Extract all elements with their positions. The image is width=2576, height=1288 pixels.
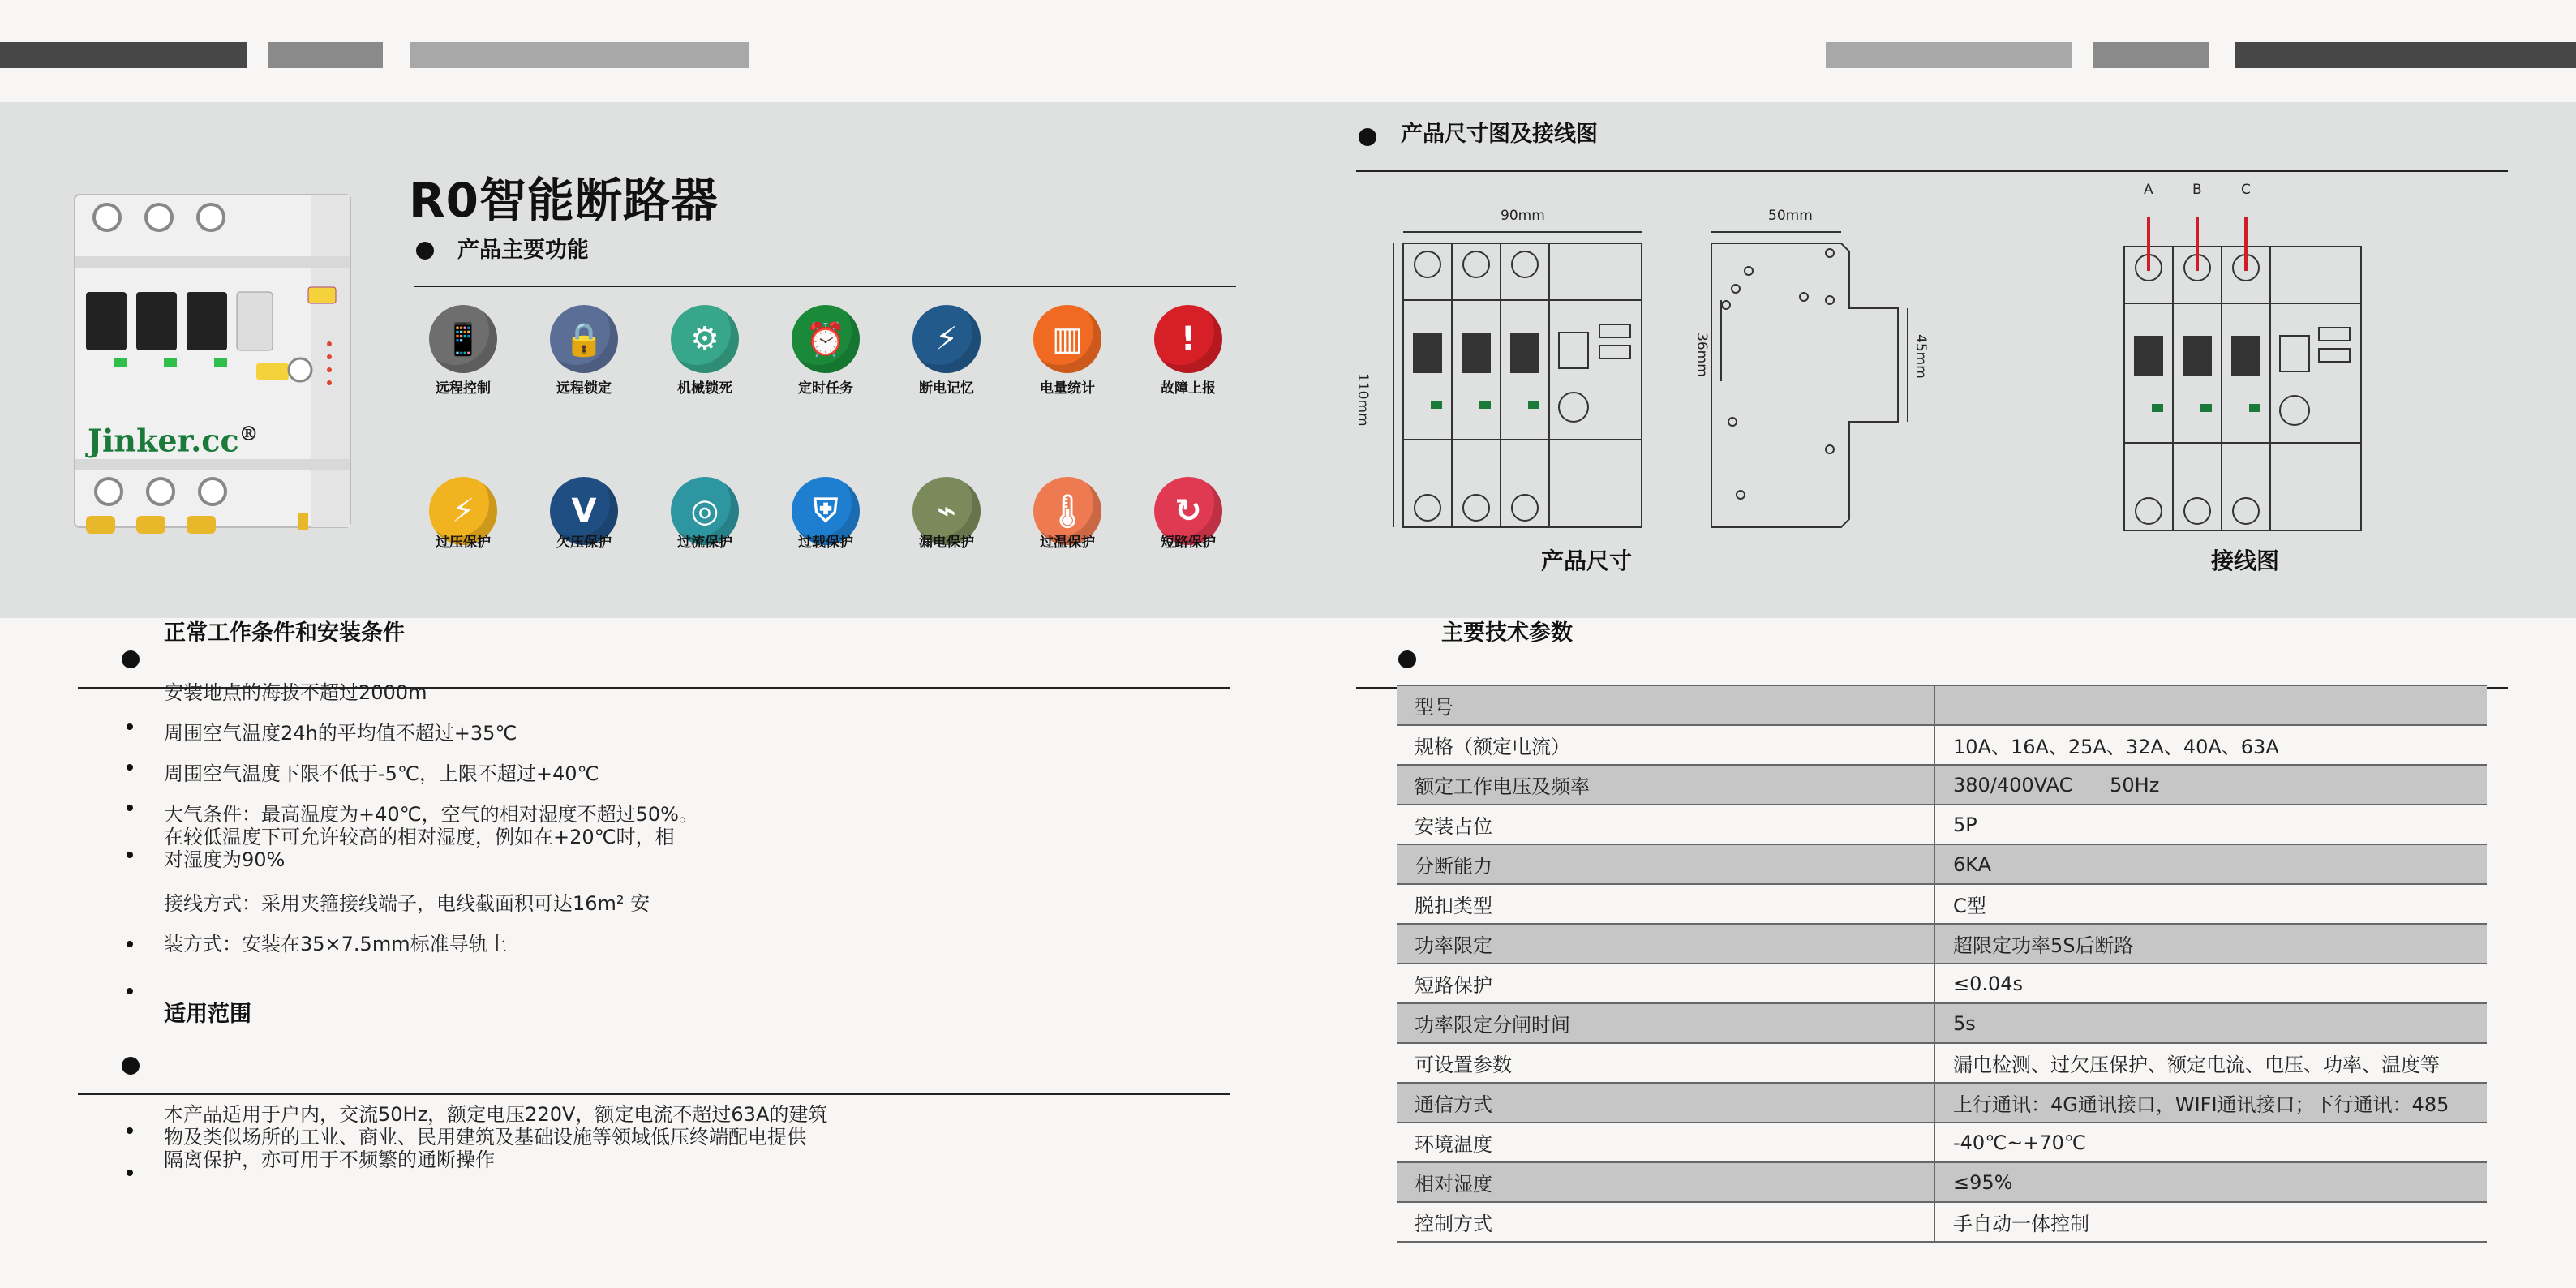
- feature-label: 故障上报: [1161, 380, 1216, 397]
- spec-key: 控制方式: [1397, 1202, 1934, 1242]
- bar-chart-icon: ▥: [1033, 305, 1101, 373]
- list-bullet: [127, 988, 133, 994]
- spec-row: [1397, 1083, 2487, 1123]
- refresh-icon: ↻: [1154, 477, 1222, 545]
- divider: [78, 1093, 1230, 1095]
- spec-row: [1397, 844, 2487, 884]
- bolt-icon: ⚡: [429, 477, 497, 545]
- side-dimension-drawing: [1703, 219, 1930, 535]
- spec-value: 6KA: [1934, 844, 2487, 884]
- voltage-icon: V: [550, 477, 618, 545]
- front-dimension-drawing: [1379, 219, 1655, 535]
- feature-label: 过压保护: [436, 535, 491, 551]
- feature-item: [531, 305, 637, 397]
- spec-row: [1397, 964, 2487, 1003]
- feature-item: [410, 477, 516, 566]
- spec-value: ≤0.04s: [1934, 964, 2487, 1003]
- condition-text: 周围空气温度下限不低于-5℃，上限不超过+40℃: [164, 762, 599, 785]
- spec-row: [1397, 725, 2487, 765]
- spec-row: [1397, 1123, 2487, 1162]
- feature-item: [652, 305, 758, 397]
- header-bar: [268, 42, 383, 68]
- spec-value: ≤95%: [1934, 1162, 2487, 1202]
- feature-item: [894, 477, 999, 566]
- header-bar: [2093, 42, 2209, 68]
- gear-icon: ⚙: [671, 305, 739, 373]
- header-bar: [0, 42, 247, 68]
- condition-text: 周围空气温度24h的平均值不超过+35℃: [164, 722, 517, 745]
- spec-row: [1397, 1003, 2487, 1043]
- lock-icon: 🔒: [550, 305, 618, 373]
- spec-key: 安装占位: [1397, 805, 1934, 844]
- feature-label: 过载保护: [798, 535, 853, 551]
- dimensions-heading: 产品尺寸图及接线图: [1401, 122, 1598, 147]
- spec-row: [1397, 805, 2487, 844]
- scope-text: 本产品适用于户内，交流50Hz，额定电压220V，额定电流不超过63A的建筑: [164, 1103, 828, 1126]
- list-bullet: [127, 764, 133, 771]
- feature-label: 机械锁死: [677, 380, 732, 397]
- spec-row: [1397, 765, 2487, 805]
- list-bullet: [127, 1170, 133, 1176]
- spec-key: 通信方式: [1397, 1083, 1934, 1123]
- spec-key: 型号: [1397, 685, 1934, 725]
- dim-depth: 50mm: [1768, 208, 1813, 224]
- brand-logo: [88, 422, 259, 459]
- spec-key: 短路保护: [1397, 964, 1934, 1003]
- spec-key: 脱扣类型: [1397, 884, 1934, 924]
- dim-side-a: 36mm: [1694, 333, 1710, 377]
- list-bullet: [127, 1127, 133, 1134]
- feature-item: [894, 305, 999, 397]
- dim-side-b: 45mm: [1913, 334, 1929, 379]
- current-icon: ◎: [671, 477, 739, 545]
- spec-key: 额定工作电压及频率: [1397, 765, 1934, 805]
- list-bullet: [127, 941, 133, 947]
- feature-label: 远程锁定: [556, 380, 612, 397]
- feature-label: 远程控制: [436, 380, 491, 397]
- header-bar: [410, 42, 749, 68]
- spec-row: [1397, 924, 2487, 964]
- specs-heading: 主要技术参数: [1441, 620, 1573, 646]
- phase-c-label: C: [2241, 182, 2251, 198]
- spec-value: -40℃~+70℃: [1934, 1123, 2487, 1162]
- feature-label: 过流保护: [677, 535, 732, 551]
- phase-a-label: A: [2144, 182, 2153, 198]
- lightning-icon: ⚡: [912, 305, 981, 373]
- spec-key: 可设置参数: [1397, 1043, 1934, 1083]
- condition-text: 接线方式：采用夹箍接线端子，电线截面积可达16m² 安: [164, 892, 650, 915]
- breaker-product-image: [71, 191, 363, 540]
- conditions-heading: 正常工作条件和安装条件: [164, 620, 405, 646]
- spec-row: [1397, 884, 2487, 924]
- condition-text: 大气条件：最高温度为+40℃，空气的相对湿度不超过50%。: [164, 803, 698, 826]
- feature-item: [1136, 305, 1241, 397]
- thermometer-icon: 🌡: [1033, 477, 1101, 545]
- phase-b-label: B: [2192, 182, 2202, 198]
- feature-item: [773, 477, 878, 566]
- condition-text: 在较低温度下可允许较高的相对湿度，例如在+20℃时，相: [164, 826, 675, 848]
- spec-value: 手自动一体控制: [1934, 1202, 2487, 1242]
- feature-item: [652, 477, 758, 566]
- size-diagram-label: 产品尺寸: [1541, 547, 1633, 574]
- feature-item: [531, 477, 637, 566]
- spec-row: [1397, 1162, 2487, 1202]
- feature-item: [773, 305, 878, 397]
- spec-value: 5s: [1934, 1003, 2487, 1043]
- feature-item: [1015, 477, 1120, 566]
- spec-value: 上行通讯：4G通讯接口，WIFI通讯接口；下行通讯：485: [1934, 1083, 2487, 1123]
- feature-label: 欠压保护: [556, 535, 612, 551]
- list-bullet: [127, 723, 133, 730]
- condition-text: 装方式：安装在35×7.5mm标准导轨上: [164, 933, 508, 955]
- list-bullet: [127, 852, 133, 858]
- spec-key: 环境温度: [1397, 1123, 1934, 1162]
- wiring-diagram: [2121, 214, 2372, 539]
- feature-item: [1136, 477, 1241, 566]
- feature-label: 过温保护: [1040, 535, 1095, 551]
- section-bullet: [1398, 650, 1416, 668]
- spec-row: [1397, 1202, 2487, 1242]
- spec-key: 规格（额定电流）: [1397, 725, 1934, 765]
- section-bullet: [1359, 128, 1376, 146]
- dim-height: 110mm: [1355, 373, 1371, 427]
- product-title: R0智能断路器: [409, 173, 719, 228]
- feature-label: 漏电保护: [919, 535, 974, 551]
- spec-value: C型: [1934, 884, 2487, 924]
- wiring-diagram-label: 接线图: [2211, 547, 2280, 574]
- spec-value: 5P: [1934, 805, 2487, 844]
- feature-item: [410, 305, 516, 397]
- spec-key: 功率限定: [1397, 924, 1934, 964]
- brand-trademark: ®: [238, 422, 259, 445]
- section-bullet: [122, 650, 140, 668]
- section-bullet: [416, 242, 434, 260]
- header-bar: [1826, 42, 2072, 68]
- condition-text: 安装地点的海拔不超过2000m: [164, 681, 427, 704]
- section-bullet: [122, 1057, 140, 1075]
- spec-value: 超限定功率5S后断路: [1934, 924, 2487, 964]
- features-heading: 产品主要功能: [457, 238, 589, 263]
- spec-key: 分断能力: [1397, 844, 1934, 884]
- feature-label: 定时任务: [798, 380, 853, 397]
- spec-value: 漏电检测、过欠压保护、额定电流、电压、功率、温度等: [1934, 1043, 2487, 1083]
- shield-icon: ⛨: [792, 477, 860, 545]
- spec-value: 10A、16A、25A、32A、40A、63A: [1934, 725, 2487, 765]
- divider: [1356, 170, 2508, 172]
- dim-width: 90mm: [1501, 208, 1545, 224]
- spec-key: 相对湿度: [1397, 1162, 1934, 1202]
- phone-icon: 📱: [429, 305, 497, 373]
- spec-value: [1934, 685, 2487, 725]
- spec-table: [1397, 685, 2487, 1243]
- condition-text: 对湿度为90%: [164, 848, 286, 871]
- alert-icon: !: [1154, 305, 1222, 373]
- spec-key: 功率限定分闸时间: [1397, 1003, 1934, 1043]
- spec-value: 380/400VAC 50Hz: [1934, 765, 2487, 805]
- leakage-icon: ⌁: [912, 477, 981, 545]
- feature-label: 断电记忆: [919, 380, 974, 397]
- spec-row: [1397, 1043, 2487, 1083]
- alarm-clock-icon: ⏰: [792, 305, 860, 373]
- scope-heading: 适用范围: [164, 1002, 251, 1027]
- scope-text: 物及类似场所的工业、商业、民用建筑及基础设施等领域低压终端配电提供: [164, 1126, 806, 1148]
- divider: [414, 286, 1236, 287]
- feature-item: [1015, 305, 1120, 397]
- feature-label: 电量统计: [1040, 380, 1095, 397]
- spec-row: [1397, 685, 2487, 725]
- brand-name: Jinker.cc: [88, 422, 239, 459]
- feature-label: 短路保护: [1161, 535, 1216, 551]
- header-bar: [2235, 42, 2576, 68]
- list-bullet: [127, 805, 133, 811]
- scope-text: 隔离保护，亦可用于不频繁的通断操作: [164, 1148, 495, 1171]
